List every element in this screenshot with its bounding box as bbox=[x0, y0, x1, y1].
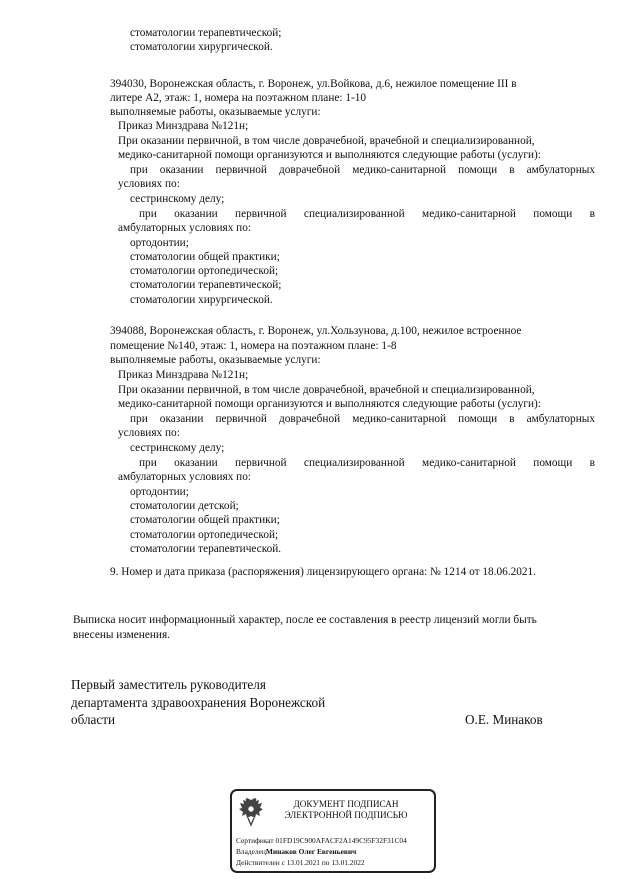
owner-line bbox=[236, 847, 432, 857]
signature-stamp bbox=[230, 789, 436, 873]
provision-text: медико-санитарной помощи организуются и выполняются следующие работы (услуги): bbox=[118, 398, 541, 410]
list-item: стоматологии детской; bbox=[130, 500, 239, 512]
signatory-title: департамента здравоохранения Воронежской bbox=[71, 695, 326, 710]
list-item: ортодонтии; bbox=[130, 237, 189, 249]
works-heading: выполняемые работы, оказываемые услуги: bbox=[110, 106, 321, 118]
list-item: стоматологии терапевтической. bbox=[130, 543, 282, 555]
certificate-label: Сертификат bbox=[236, 836, 274, 845]
order-reference: Приказ Минздрава №121н; bbox=[118, 120, 249, 132]
notice-text: внесены изменения. bbox=[73, 629, 170, 641]
list-item: стоматологии ортопедической; bbox=[130, 529, 279, 541]
owner-value: Минаков Олег Евгеньевич bbox=[265, 847, 357, 856]
specialized-text: при оказании первичной специализированной медико-санитарной помощи в bbox=[139, 208, 595, 220]
list-item: стоматологии ортопедической; bbox=[130, 265, 279, 277]
address-line: помещение №140, этаж: 1, номера на поэтажном плане: 1-8 bbox=[110, 340, 397, 352]
stamp-title: ДОКУМЕНТ ПОДПИСАН bbox=[293, 799, 399, 809]
coat-of-arms-icon bbox=[238, 797, 264, 827]
specialized-text: амбулаторных условиях по: bbox=[118, 222, 252, 234]
certificate-value: 01FD19C900AFACF2A149C95F32F31C04 bbox=[275, 836, 407, 845]
signatory-title: области bbox=[71, 712, 116, 727]
list-item: сестринскому делу; bbox=[130, 442, 225, 454]
owner-label: Владелец bbox=[236, 847, 266, 856]
specialized-text: при оказании первичной специализированной медико-санитарной помощи в bbox=[139, 457, 595, 469]
certificate-line bbox=[236, 836, 432, 846]
list-item: ортодонтии; bbox=[130, 486, 189, 498]
validity-line: Действителен с 13.01.2021 по 13.01.2022 bbox=[236, 858, 365, 867]
order-reference: Приказ Минздрава №121н; bbox=[118, 369, 249, 381]
list-item: стоматологии хирургической. bbox=[130, 41, 273, 53]
stamp-title: ЭЛЕКТРОННОЙ ПОДПИСЬЮ bbox=[284, 810, 408, 820]
address-line: литере А2, этаж: 1, номера на поэтажном плане: 1-10 bbox=[110, 92, 367, 104]
signatory-name: О.Е. Минаков bbox=[465, 712, 543, 727]
list-item: стоматологии терапевтической; bbox=[130, 27, 282, 39]
list-item: стоматологии общей практики; bbox=[130, 251, 280, 263]
list-item: стоматологии хирургической. bbox=[130, 294, 273, 306]
order-number-line: 9. Номер и дата приказа (распоряжения) лицензирующего органа: № 1214 от 18.06.2021. bbox=[110, 566, 536, 578]
prehospital-text: условиях по: bbox=[118, 427, 180, 439]
provision-text: При оказании первичной, в том числе доврачебной, врачебной и специализированной, bbox=[118, 135, 535, 147]
list-item: стоматологии общей практики; bbox=[130, 514, 280, 526]
provision-text: медико-санитарной помощи организуются и выполняются следующие работы (услуги): bbox=[118, 149, 541, 161]
prehospital-text: при оказании первичной доврачебной медико-санитарной помощи в амбулаторных bbox=[130, 413, 595, 425]
prehospital-text: условиях по: bbox=[118, 178, 180, 190]
signatory-title: Первый заместитель руководителя bbox=[71, 677, 266, 692]
provision-text: При оказании первичной, в том числе доврачебной, врачебной и специализированной, bbox=[118, 384, 535, 396]
list-item: сестринскому делу; bbox=[130, 193, 225, 205]
address-line: 394088, Воронежская область, г. Воронеж, ул.Хользунова, д.100, нежилое встроенное bbox=[110, 325, 522, 337]
notice-text: Выписка носит информационный характер, после ее составления в реестр лицензий могли быть bbox=[73, 614, 537, 626]
prehospital-text: при оказании первичной доврачебной медико-санитарной помощи в амбулаторных bbox=[130, 164, 595, 176]
works-heading: выполняемые работы, оказываемые услуги: bbox=[110, 354, 321, 366]
address-line: 394030, Воронежская область, г. Воронеж, ул.Войкова, д.6, нежилое помещение III в bbox=[110, 78, 517, 90]
list-item: стоматологии терапевтической; bbox=[130, 279, 282, 291]
specialized-text: амбулаторных условиях по: bbox=[118, 471, 252, 483]
